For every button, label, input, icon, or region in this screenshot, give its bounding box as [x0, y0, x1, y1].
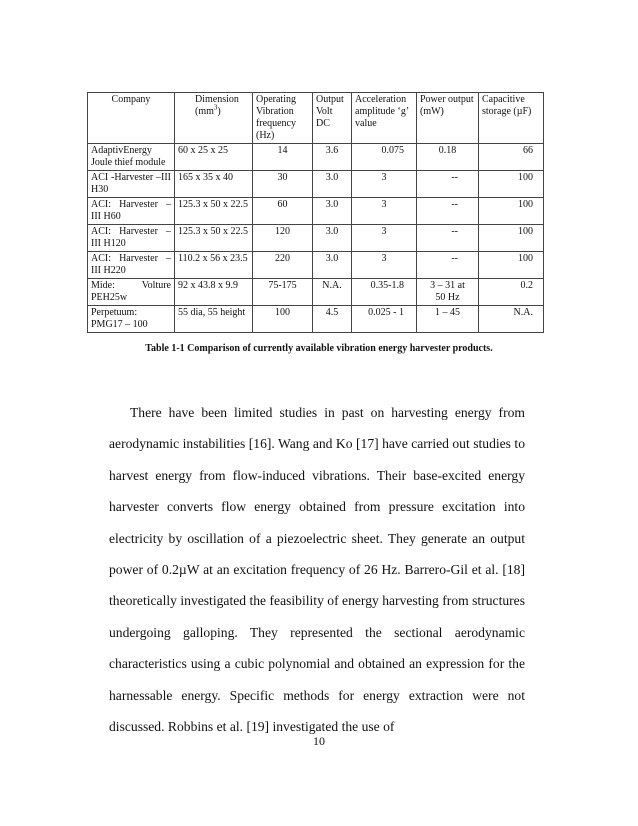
cell-acceleration: 3: [352, 171, 417, 198]
cell-capacitive: N.A.: [479, 306, 544, 333]
cell-dimension: 125.3 x 50 x 22.5: [175, 225, 253, 252]
header-acceleration: Acceleration amplitude ‘g’ value: [352, 93, 417, 144]
cell-power: --: [417, 252, 479, 279]
cell-frequency: 75-175: [253, 279, 313, 306]
cell-power: --: [417, 171, 479, 198]
cell-company: Mide: Volture PEH25w: [88, 279, 175, 306]
cell-capacitive: 0.2: [479, 279, 544, 306]
table-row: [88, 171, 544, 198]
table-row: [88, 252, 544, 279]
cell-acceleration: 3: [352, 252, 417, 279]
cell-company: AdaptivEnergy Joule thief module: [88, 144, 175, 171]
cell-power: --: [417, 225, 479, 252]
cell-acceleration: 3: [352, 198, 417, 225]
paragraph-text: There have been limited studies in past on harvesting energy from aerodynamic instabilities [16]. Wang and Ko [17] have carried out studies to harvest energy from flow-induced vibrations. Their base-excited energy harvester converts flow energy obtained from pressure excitation into electricity by oscillation of a piezoelectric sheet. They generate an output power of 0.2µW at an excitation frequency of 26 Hz. Barrero-Gil et al. [18] theoretically investigated the feasibility of energy harvesting from structures undergoing galloping. They represented the sectional aerodynamic characteristics using a cubic polynomial and obtained an expression for the harnessable energy. Specific methods for energy extraction were not discussed. Robbins et al. [19] investigated the use of: [109, 405, 525, 735]
cell-acceleration: 0.35-1.8: [352, 279, 417, 306]
cell-frequency: 60: [253, 198, 313, 225]
cell-company: ACI -Harvester –III H30: [88, 171, 175, 198]
cell-frequency: 120: [253, 225, 313, 252]
cell-power: 0.18: [417, 144, 479, 171]
cell-power: 3 – 31 at 50 Hz: [417, 279, 479, 306]
cell-capacitive: 100: [479, 171, 544, 198]
harvester-comparison-table: [87, 92, 544, 333]
cell-capacitive: 100: [479, 225, 544, 252]
header-dimension: Dimension $(mm^3)$: [175, 93, 253, 144]
table-row: [88, 225, 544, 252]
cell-company: Perpetuum: PMG17 – 100: [88, 306, 175, 333]
cell-frequency: 30: [253, 171, 313, 198]
cell-capacitive: 100: [479, 252, 544, 279]
cell-company: ACI: Harvester – III H120: [88, 225, 175, 252]
cell-frequency: 220: [253, 252, 313, 279]
cell-frequency: 14: [253, 144, 313, 171]
cell-company: ACI: Harvester – III H60: [88, 198, 175, 225]
cell-dimension: 55 dia, 55 height: [175, 306, 253, 333]
header-dimension-sup: 3: [213, 103, 218, 112]
cell-acceleration: 0.025 - 1: [352, 306, 417, 333]
cell-dimension: 92 x 43.8 x 9.9: [175, 279, 253, 306]
cell-power: 1 – 45: [417, 306, 479, 333]
header-company: Company: [88, 93, 175, 144]
cell-company: ACI: Harvester – III H220: [88, 252, 175, 279]
cell-voltage: 3.0: [313, 252, 352, 279]
cell-frequency: 100: [253, 306, 313, 333]
cell-voltage: 3.0: [313, 225, 352, 252]
table-caption: Table 1-1 Comparison of currently available vibration energy harvester products.: [145, 343, 493, 354]
cell-power: --: [417, 198, 479, 225]
cell-dimension: 165 x 35 x 40: [175, 171, 253, 198]
table-row: [88, 144, 544, 171]
cell-acceleration: 0.075: [352, 144, 417, 171]
cell-voltage: N.A.: [313, 279, 352, 306]
cell-dimension: 110.2 x 56 x 23.5: [175, 252, 253, 279]
table-row: [88, 306, 544, 333]
cell-acceleration: 3: [352, 225, 417, 252]
cell-voltage: 3.0: [313, 198, 352, 225]
cell-capacitive: 100: [479, 198, 544, 225]
cell-voltage: 3.0: [313, 171, 352, 198]
header-power: Power output (mW): [417, 93, 479, 144]
header-frequency: Operating Vibration frequency (Hz): [253, 93, 313, 144]
header-voltage: Output Volt DC: [313, 93, 352, 144]
table-header-row: [88, 93, 544, 144]
cell-dimension: 60 x 25 x 25: [175, 144, 253, 171]
table-row: [88, 279, 544, 306]
cell-voltage: 4.5: [313, 306, 352, 333]
body-paragraph: [109, 397, 525, 742]
cell-capacitive: 66: [479, 144, 544, 171]
cell-voltage: 3.6: [313, 144, 352, 171]
page-number: 10: [313, 734, 325, 748]
header-capacitive: Capacitive storage (µF): [479, 93, 544, 144]
cell-dimension: 125.3 x 50 x 22.5: [175, 198, 253, 225]
table-row: [88, 198, 544, 225]
